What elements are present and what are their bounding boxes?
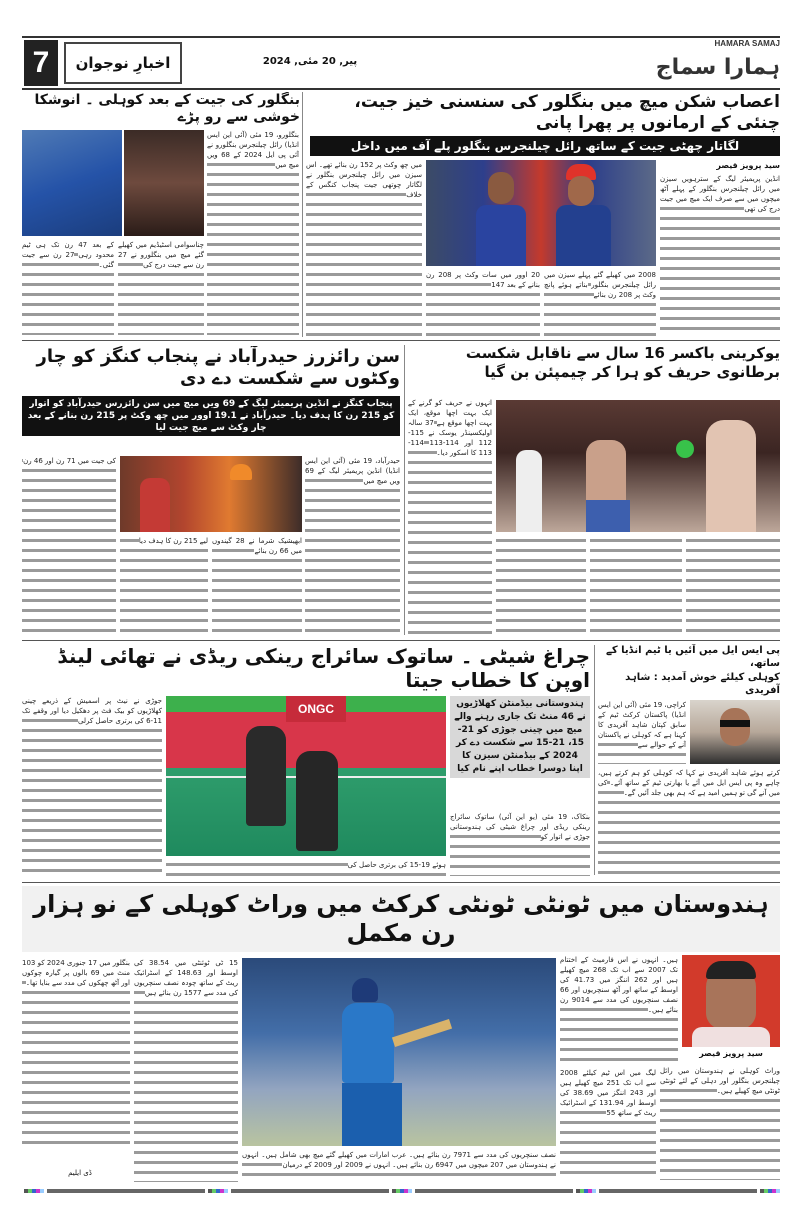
- story3-col1: انہوں نے حریف کو گرنے کے ایک بہت اچھا موقع، ایک بہت اچھا موقع ہے 37 سالہ اولیکسینڈر یوسک نے 115-112 اور 114-113 114-113 کا اسکور دیا۔: [408, 398, 492, 636]
- page-number-box: 7: [24, 40, 58, 86]
- story2-col2: چناسوامی اسٹیڈیم میں کھیلے گئے میچ میں بنگلورو نے 27 رن سے جیت درج کی: [118, 240, 204, 335]
- story6-col1: کراچی، 19 مئی (آئی این ایس انڈیا) پاکستان کرکٹ ٹیم کے سابق کپتان شاہد آفریدی کا کہنا ہے کہ کوہلی نے پاکستان آنے کے حوالے سے: [598, 700, 686, 764]
- story1-col3: 2008 میں کھیلے گئے پہلے سیزن میں رائل چیلنجرس بنگلور بناتے ہوئے پانچ وکٹ پر 208 رن بنائے: [544, 270, 656, 337]
- story7-col3: لیگ میں اس ٹیم کیلئے 2008 سے اب تک 251 میچ کھیلے ہیں اور 243 اننگز میں 38.69 کی اوسط اور 131.94 کے اسٹرائیک ریٹ کے ساتھ 55: [560, 1068, 656, 1180]
- story5-caption-row: ہوئے 19-15 کی برتری حاصل کی: [166, 860, 446, 878]
- photo-boxing-match: [496, 400, 780, 532]
- story7-byline: سید پرویز قیصر: [699, 1049, 763, 1058]
- photo-shahid-afridi: [690, 700, 780, 764]
- story5-headline: چراغ شیٹی ۔ ساتوک سائراج رینکی ریڈی نے تھائی لینڈ اوپن کا خطاب جیتا: [57, 644, 590, 692]
- story6-headline-line1: پی ایس ایل میں آئیں یا ٹیم انڈیا کے ساتھ،: [605, 645, 780, 669]
- story7-col4: نصف سنچریوں کی مدد سے 7971 رن بنائے ہیں۔ عرب امارات میں کھیلے گئے میچ بھی شامل ہیں۔ انہوں نے ہندوستان میں 207 میچوں میں 6947 رن بنائے ہیں۔ انہوں نے 2009 اور 2009 کے درمیان: [242, 1150, 556, 1182]
- date: پیر, 20 مئی, 2024: [262, 56, 358, 67]
- story4-col3: لیے 215 رن کا ہدف دیا: [120, 536, 208, 636]
- story1-col4: 20 اوور میں سات وکٹ پر 208 رن بنانے کے بعد 147: [426, 270, 540, 337]
- story4-subhead: پنجاب کنگز نے انڈین پریمیئر لیگ کے 69 ویں میچ میں سن رائزرس حیدرآباد کو اتوار کو 215 رن کا ہدف دیا۔ حیدرآباد نے 19.1 اوور میں چھ وکٹ پر 215 رن بنانے کے بعد چار وکٹ سے میچ جیت لیا: [22, 396, 400, 436]
- logo-english: HAMARA SAMAJ: [714, 39, 780, 48]
- story1-subhead: لگاتار چھٹی جیت کے ساتھ رائل چیلنجرس بنگلور پلے آف میں داخل: [310, 136, 780, 156]
- story3-headline: یوکرینی باکسر 16 سال سے ناقابل شکست برطانوی حریف کو ہرا کر چیمپئن بن گیا: [465, 344, 780, 381]
- photo-banner-text: ONGC: [286, 696, 346, 722]
- story2-col1: بنگلورو، 19 مئی (آئی این ایس انڈیا) رائل چیلنجرس بنگلورو نے آئی پی ایل 2024 کے 68 ویں میچ میں: [207, 130, 299, 335]
- story2-headline: بنگلور کی جیت کے بعد کوہلی ۔ انوشکا خوشی سے رو پڑے: [34, 92, 300, 125]
- story3-col3: [590, 536, 682, 636]
- photo-kohli: [22, 130, 122, 236]
- story7-col6: بنگلور میں 17 جنوری 2024 کو 103 منٹ میں 69 بالوں پر گیارہ چوکوں اور آٹھ چھکوں کی مدد سے بنایا تھا۔: [22, 958, 130, 1148]
- photo-virat-kohli-batting: [242, 958, 556, 1146]
- story6-headline-line2: کوہلی کیلئے خوش آمدید : شاہد آفریدی: [625, 672, 780, 696]
- section-title: اخبارِ نوجوان: [64, 42, 182, 84]
- story5-col-right: بنکاک، 19 مئی (یو این آئی) ساتوک سائراج رینکی ریڈی اور چراغ شیٹی کی ہندوستانی جوڑی نے اتوار کو: [450, 812, 590, 876]
- photo-rcb-celebration: [426, 160, 656, 266]
- logo-urdu: ہمارا سماج: [655, 55, 780, 80]
- photo-syed-parvez-qaiser: [682, 955, 780, 1047]
- divider: [22, 640, 780, 641]
- story7-col1: ہیں۔ انہوں نے اس فارمیٹ کے اختتام تک 2007 سے اب تک 268 میچ کھیلے ہیں اور 262 اننگز میں 41.73 کی اوسط کے ساتھ اور آٹھ سنچریوں اور 66 نصف سنچریوں کی مدد سے 9014 رن بنائے ہیں۔: [560, 955, 678, 1065]
- story7-headline: ہندوستان میں ٹونٹی ٹونٹی کرکٹ میں وراٹ کوہلی کے نو ہزار رن مکمل: [33, 890, 769, 947]
- story1-headline: اعصاب شکن میچ میں بنگلور کی سنسنی خیز جیت، چنئی کے ارمانوں پر پھرا پانی: [354, 92, 780, 133]
- story5-col-left: جوڑی نے نیٹ پر اسمیش کے ذریعے چینی کھلاڑیوں کو بیک فٹ پر دھکیل دیا اور وقفے تک 11-6 کی برتری حاصل کرلی: [22, 696, 162, 876]
- story7-col2: وراٹ کوہلی نے ہندوستان میں رائل چیلنجرس بنگلور اور دہلی کے لئے ٹونٹی ٹونٹی میچ کھیلے ہیں۔: [660, 1066, 780, 1180]
- story4-col2: ابھیشیک شرما نے 28 گیندوں میں 66 رن بنائے: [212, 536, 302, 636]
- story7-signoff: ڈی ایلیم: [68, 1169, 92, 1177]
- divider: [404, 345, 405, 635]
- story2-col3: کے بعد 47 رن تک ہی ٹیم محدود رہی 27 رن سے جیت گئی۔: [22, 240, 114, 335]
- photo-badminton-players: [166, 696, 446, 856]
- divider: [22, 882, 780, 883]
- story5-highlight-box: ہندوستانی بیڈمنٹن کھلاڑیوں نے 46 منٹ تک جاری رہنے والے میچ میں چینی جوڑی کو 21-15، 21-15 سے شکست دے کر 2024 کے بیڈمنٹن سیزن کا اپنا دوسرا خطاب اپنے نام کیا: [450, 696, 590, 778]
- divider: [594, 645, 595, 875]
- story4-col4: کی جیت میں 71 رن اور 46 رن: [22, 456, 116, 636]
- header-bottom-rule: [22, 88, 780, 90]
- photo-srh-celebration: [120, 456, 302, 532]
- photo-anushka: [124, 130, 204, 236]
- divider: [302, 92, 303, 337]
- story3-col4: [686, 536, 780, 636]
- story1-col1: انڈین پریمیئر لیگ کے سترہویں سیزن میں رائل چیلنجرس بنگلور کے پہلے آٹھ میچوں میں سے صرف ایک میچ میں جیت درج کی تھی: [660, 174, 780, 337]
- story3-col2: [496, 536, 586, 636]
- divider: [22, 340, 780, 341]
- header-top-rule: [22, 36, 780, 38]
- footer-decorative-bar: [24, 1188, 780, 1193]
- story4-headline: سن رائزرز حیدرآباد نے پنجاب کنگز کو چار وکٹوں سے شکست دے دی: [36, 346, 400, 389]
- story1-col2: میں چھ وکٹ پر 152 رن بنائے تھے۔ اس سیزن میں رائل چیلنجرس بنگلور نے لگاتار چوتھی جیت پنجاب کنگس کے خلاف: [306, 160, 422, 337]
- story7-col5: 15 ٹی ٹوئنٹی میں 38.54 کی اوسط اور 148.63 کے اسٹرائیک ریٹ کے ساتھ چودہ نصف سنچریوں کی مدد سے 1577 رن بنائے ہیں: [134, 958, 238, 1182]
- story4-col1: حیدرآباد، 19 مئی (آئی این ایس انڈیا) انڈین پریمیئر لیگ کے 69 ویں میچ میں: [305, 456, 400, 636]
- story1-byline: سید پرویز قیصر: [716, 161, 780, 170]
- story6-col2: کرتے ہوئے شاہد آفریدی نے کہا کہ کوہلی کو ہم کرتے ہیں، چاہے وہ پی ایس ایل میں آئے یا بھارتی ٹیم کے ساتھ آئے۔ کی میں آنے گی تو ہمیں امید ہے کہ ہم بھی جلد آئیں گے۔: [598, 768, 780, 876]
